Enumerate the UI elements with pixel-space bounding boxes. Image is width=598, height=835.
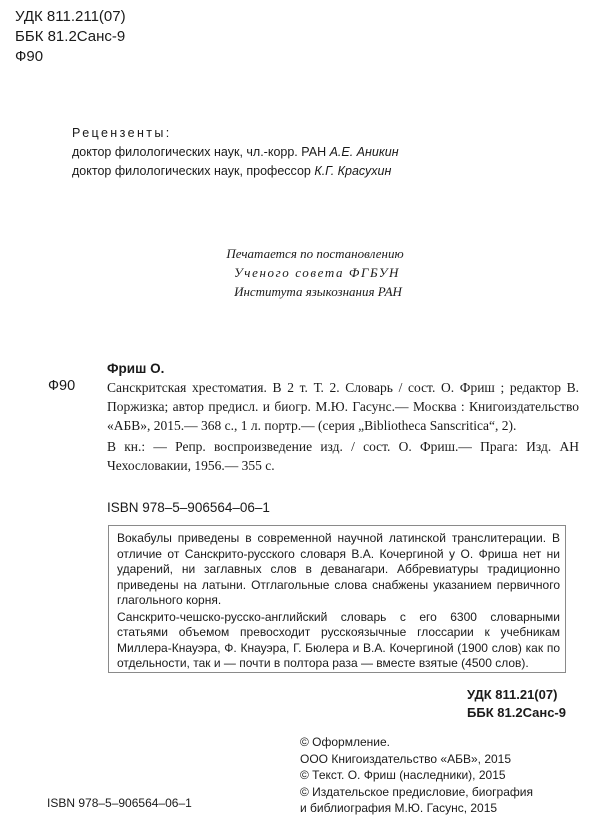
isbn-main: ISBN 978–5–906564–06–1 [107, 500, 270, 515]
top-classification-codes [15, 7, 126, 67]
bottom-bbk-code: ББК 81.2Санс-9 [467, 705, 566, 720]
reviewer-1-name: А.Е. Аникин [329, 145, 399, 159]
isbn-bottom: ISBN 978–5–906564–06–1 [47, 796, 192, 810]
copyright-line-3: © Текст. О. Фриш (наследники), 2015 [300, 768, 506, 782]
bottom-classification-codes [467, 686, 566, 722]
reviewers-block [72, 124, 399, 181]
approval-statement [0, 244, 598, 301]
copyright-line-2: ООО Книгоиздательство «АБВ», 2015 [300, 751, 512, 766]
reviewer-2 [72, 162, 399, 181]
copyright-block [300, 734, 533, 817]
copyright-line-5: и библиография М.Ю. Гасунс, 2015 [300, 801, 498, 815]
index-code: Ф90 [48, 378, 76, 394]
annotation-paragraph-2: Санскрито-чешско-русско-английский словарь с его 6300 словарными статьями объемом превосходит русскоязычные глоссарии к учебникам Миллера-Кнауэра, Ф. Кнауэра, Г. Бюлера и В.А. Кочергиной (1900 слов) как по отдельности, так и — почти в полтора раза — вместе взятые (4500 слов). [117, 609, 560, 670]
annotation-paragraph-1: Вокабулы приведены в современной научной латинской транслитерации. В отличие от Санскрито-русского словаря В.А. Кочергиной у О. Фриша нет ни ударений, ни заглавных слов в деванагари. Аббревиатуры традиционно приведены на латыни. Отглагольные слова снабжены указанием первичного глагольного корня. [117, 531, 560, 607]
copyright-line-4: © Издательское предисловие, биография [300, 784, 533, 799]
reviewers-label: Рецензенты: [72, 126, 172, 140]
author-mark: Ф90 [15, 48, 44, 65]
reviewer-2-title: доктор филологических наук, профессор [72, 164, 311, 178]
bbk-code: ББК 81.2Санс-9 [15, 28, 126, 45]
bibliographic-record [107, 359, 579, 475]
udk-code: УДК 811.211(07) [15, 8, 126, 25]
copyright-line-1: © Оформление. [300, 735, 390, 749]
record-reprint: В кн.: — Репр. воспроизведение изд. / сост. О. Фриш.— Прага: Изд. АН Чехословакии, 1956.— 355 с. [107, 439, 579, 473]
reviewer-1-title: доктор филологических наук, чл.-корр. РАН [72, 145, 327, 159]
approval-line-3: Института языкознания РАН [234, 284, 402, 299]
bottom-udk-code: УДК 811.21(07) [467, 687, 558, 702]
reviewer-1 [72, 143, 399, 162]
record-author: Фриш О. [107, 361, 165, 376]
approval-line-2: Ученого совета ФГБУН [233, 265, 401, 280]
record-description: Санскритская хрестоматия. В 2 т. Т. 2. Словарь / сост. О. Фриш ; редактор В. Поржизка; автор предисл. и биогр. М.Ю. Гасунс.— Москва : Книгоиздательство «АБВ», 2015.— 368 с., 1 л. портр.— (серия „Bibliotheca Sanscritica“, 2). [107, 380, 579, 433]
annotation-text [117, 531, 560, 672]
approval-line-1: Печатается по постановлению [226, 246, 404, 261]
reviewer-2-name: К.Г. Красухин [314, 164, 392, 178]
